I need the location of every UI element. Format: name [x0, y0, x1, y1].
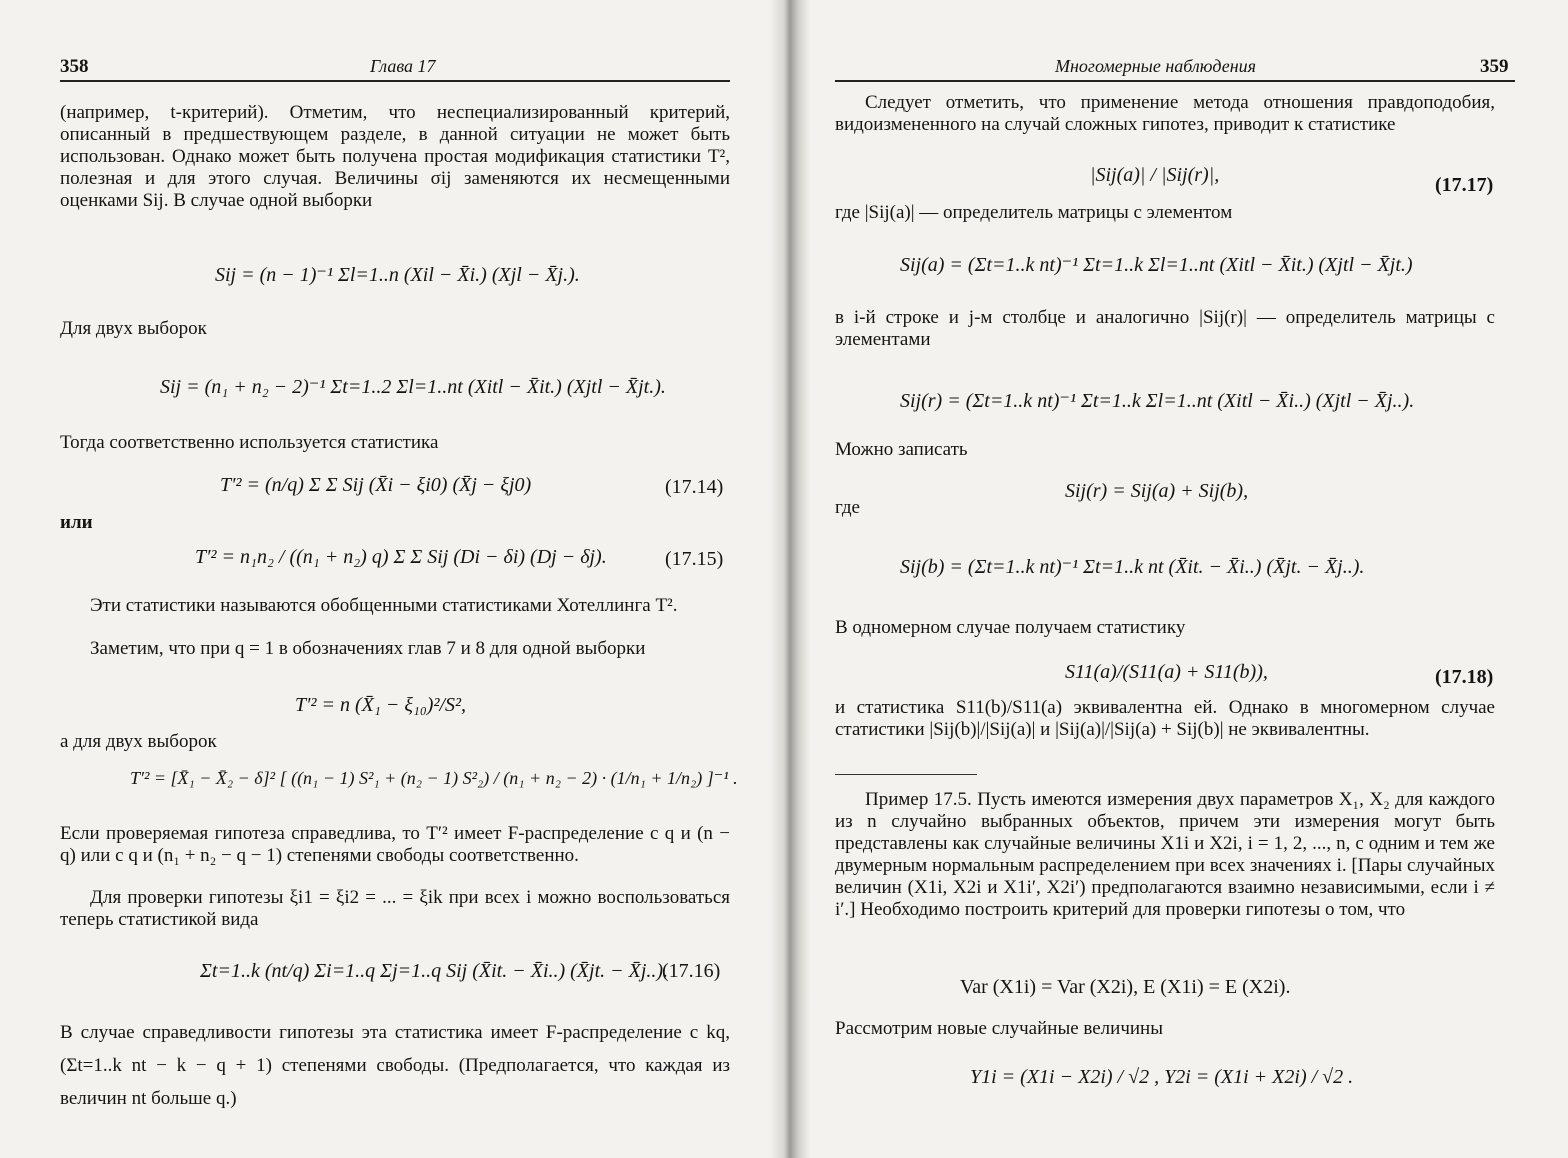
left-paragraph-6: Заметим, что при q = 1 в обозначениях глав 7 и 8 для одной выборки — [90, 638, 646, 659]
left-formula-6: T′² = [X̄₁ − X̄₂ − δ]² [ ((n₁ − 1) S²₁ + (n₂ − 1) S²₂) / (n₁ + n₂ − 2) · (1/n₁ + 1/n₂) ]⁻¹ . — [130, 768, 738, 788]
right-example-paragraph: Пример 17.5. Пусть имеются измерения двух параметров X₁, X₂ для каждого из n случайно выбранных объектов, причем эти измерения могут быть представлены как случайные величины X1i и X2i, i = 1, 2, ..., n, с одним и тем же двумерным нормальным распределением при всех значениях i. [Пары случайных величин (X1i, X2i и X1i′, X2i′) предполагаются взаимно независимыми, если i ≠ i′.] Необходимо построить критерий для проверки гипотезы о том, что — [835, 789, 1495, 920]
right-formula-2: Sij(a) = (Σt=1..k nt)⁻¹ Σt=1..k Σl=1..nt (Xitl − X̄it.) (Xjtl − X̄jt.) — [900, 254, 1413, 276]
right-formula-8: Y1i = (X1i − X2i) / √2 , Y2i = (X1i + X2i) / √2 . — [970, 1066, 1354, 1088]
left-paragraph-5: Эти статистики называются обобщенными статистиками Хотеллинга T². — [90, 595, 678, 616]
left-paragraph-2: Для двух выборок — [60, 318, 207, 339]
left-formula-3: T′² = (n/q) Σ Σ Sij (X̄i − ξi0) (X̄j − ξj0) — [220, 474, 532, 496]
section-divider — [835, 774, 977, 775]
left-paragraph-8: Если проверяемая гипотеза справедлива, то T′² имеет F-распределение с q и (n − q) или с q и (n₁ + n₂ − q − 1) степенями свободы соответственно. — [60, 823, 730, 866]
left-eq-number-1715: (17.15) — [665, 548, 724, 570]
right-formula-3: Sij(r) = (Σt=1..k nt)⁻¹ Σt=1..k Σl=1..nt (Xitl − X̄i..) (Xjtl − X̄j..). — [900, 390, 1415, 412]
right-section-title: Многомерные наблюдения — [1055, 56, 1257, 76]
left-page-number: 358 — [60, 56, 89, 77]
right-page — [790, 0, 1568, 1158]
left-paragraph-9: Для проверки гипотезы ξi1 = ξi2 = ... = ξik при всех i можно воспользоваться теперь статистикой вида — [60, 887, 730, 930]
right-eq-number-1718: (17.18) — [1435, 666, 1494, 688]
right-paragraph-1: Следует отметить, что применение метода отношения правдоподобия, видоизмененного на случай сложных гипотез, приводит к статистике — [835, 92, 1495, 135]
left-eq-number-1716: (17.16) — [662, 960, 721, 982]
left-chapter-title: Глава 17 — [370, 56, 436, 76]
left-paragraph-4: или — [60, 512, 93, 533]
right-paragraph-4: Можно записать — [835, 439, 968, 460]
right-paragraph-3: в i-й строке и j-м столбце и аналогично |Sij(r)| — определитель матрицы с элементами — [835, 307, 1495, 350]
right-formula-5: Sij(b) = (Σt=1..k nt)⁻¹ Σt=1..k nt (X̄it. − X̄i..) (X̄jt. − X̄j..). — [900, 556, 1365, 578]
left-formula-5: T′² = n (X̄₁ − ξ₁₀)²/S², — [295, 694, 466, 716]
right-formula-7: Var (X1i) = Var (X2i), E (X1i) = E (X2i). — [960, 976, 1291, 998]
right-formula-6: S11(a)/(S11(a) + S11(b)), — [1065, 661, 1268, 683]
right-page-number: 359 — [1480, 56, 1509, 77]
right-paragraph-6: В одномерном случае получаем статистику — [835, 617, 1186, 638]
left-running-head — [60, 56, 730, 82]
right-formula-4: Sij(r) = Sij(a) + Sij(b), — [1065, 480, 1249, 502]
right-running-head — [835, 56, 1515, 82]
left-formula-1: Sij = (n − 1)⁻¹ Σl=1..n (Xil − X̄i.) (Xjl − X̄j.). — [215, 264, 580, 286]
left-page — [0, 0, 770, 1158]
left-formula-4: T′² = n₁n₂ / ((n₁ + n₂) q) Σ Σ Sij (Di − δi) (Dj − δj). — [195, 546, 607, 568]
right-eq-number-1717: (17.17) — [1435, 174, 1494, 196]
left-eq-number-1714: (17.14) — [665, 476, 724, 498]
right-paragraph-9: Рассмотрим новые случайные величины — [835, 1018, 1163, 1039]
left-paragraph-1: (например, t-критерий). Отметим, что неспециализированный критерий, описанный в предшествующем разделе, в данной ситуации не может быть использован. Однако может быть получена простая модификация статистики T², полезная и для этого случая. Величины σij заменяются их несмещенными оценками Sij. В случае одной выборки — [60, 102, 730, 211]
right-formula-1: |Sij(a)| / |Sij(r)|, — [1090, 164, 1220, 186]
left-formula-2: Sij = (n₁ + n₂ − 2)⁻¹ Σt=1..2 Σl=1..nt (Xitl − X̄it.) (Xjtl − X̄jt.). — [160, 376, 666, 398]
left-formula-7: Σt=1..k (nt/q) Σi=1..q Σj=1..q Sij (X̄it. − X̄i..) (X̄jt. − X̄j..). — [200, 960, 669, 982]
left-paragraph-10: В случае справедливости гипотезы эта статистика имеет F-распределение с kq, (Σt=1..k nt − k − q + 1) степенями свободы. (Предполагается, что каждая из величин nt больше q.) — [60, 1022, 730, 1109]
right-paragraph-7: и статистика S11(b)/S11(a) эквивалентна ей. Однако в многомерном случае статистики |Sij(b)|/|Sij(a)| и |Sij(a)|/|Sij(a) + Sij(b)| не эквивалентны. — [835, 697, 1495, 740]
left-paragraph-7: а для двух выборок — [60, 731, 217, 752]
right-paragraph-5: где — [835, 497, 860, 518]
left-paragraph-3: Тогда соответственно используется статистика — [60, 432, 439, 453]
right-paragraph-2: где |Sij(a)| — определитель матрицы с элементом — [835, 202, 1233, 223]
